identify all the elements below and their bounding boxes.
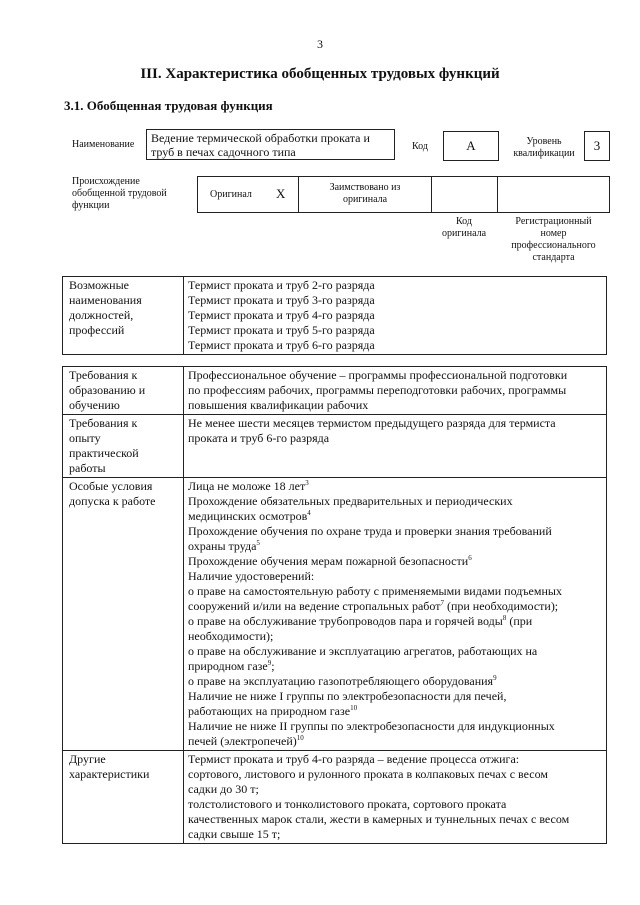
positions-table [62, 276, 607, 355]
label-line: обучению [69, 398, 120, 412]
position-item: Термист проката и труб 4-го разряда [188, 308, 375, 322]
label-line: практической [69, 446, 139, 460]
borrowed-label-line: оригинала [342, 194, 388, 205]
footnote-ref: 8 [502, 614, 507, 622]
positions-label [63, 277, 184, 355]
position-item: Термист проката и труб 2-го разряда [188, 278, 375, 292]
page-number: 3 [317, 37, 323, 51]
borrowed-label-line: Заимствовано из [329, 182, 401, 193]
label-line: опыту [69, 431, 101, 445]
original-label: Оригинал [210, 189, 252, 200]
position-item: Термист проката и труб 6-го разряда [188, 338, 375, 352]
condition-line [188, 644, 602, 659]
condition-text: Наличие не ниже I группы по электробезопасности для печей, [188, 689, 507, 703]
condition-line [188, 704, 602, 719]
code-caption [431, 216, 497, 240]
education-label [63, 367, 184, 415]
reg-caption [497, 216, 610, 264]
condition-text: Прохождение обязательных предварительных и периодических [188, 494, 513, 508]
label-line: работы [69, 461, 106, 475]
borrowed-label [302, 182, 428, 206]
function-name-box [146, 129, 395, 160]
function-name-line: Ведение термической обработки проката и [151, 131, 370, 145]
text-line: проката и труб 6-го разряда [188, 431, 330, 445]
position-item: Термист проката и труб 3-го разряда [188, 293, 375, 307]
condition-line [188, 569, 602, 584]
label-line: Возможные [69, 278, 129, 292]
label-line: профессий [69, 323, 125, 337]
label-line: Требования к [69, 416, 138, 430]
footnote-ref: 5 [256, 539, 260, 547]
text-line: толстолистового и тонколистового проката, сортового проката [188, 797, 507, 811]
origin-divider [497, 176, 498, 213]
text-line: садки свыше 15 т; [188, 827, 281, 841]
condition-text: Прохождение обучения мерам пожарной безопасности [188, 554, 469, 568]
function-name-line: труб в печах садочного типа [151, 145, 296, 159]
level-value: 3 [584, 131, 610, 161]
condition-line [188, 599, 602, 614]
level-label-line: квалификации [513, 148, 575, 159]
condition-line [188, 584, 602, 599]
reg-caption-line: номер [540, 228, 567, 239]
condition-line [188, 659, 602, 674]
conditions-value [184, 478, 607, 751]
origin-label-line: обобщенной трудовой [72, 188, 167, 199]
text-line: повышения квалификации рабочих [188, 398, 369, 412]
other-label [63, 751, 184, 844]
condition-text-after: (при необходимости); [443, 599, 559, 613]
label-line: Другие [69, 752, 106, 766]
table-row [63, 277, 607, 355]
table-row [63, 367, 607, 415]
footnote-ref: 9 [267, 659, 272, 667]
label-line: допуска к работе [69, 494, 156, 508]
experience-value [184, 415, 607, 478]
text-line: Не менее шести месяцев термистом предыдущего разряда для термиста [188, 416, 556, 430]
label-line: Требования к [69, 368, 138, 382]
label-line: Особые условия [69, 479, 153, 493]
code-caption-line: Код [456, 216, 472, 227]
text-line: Профессиональное обучение – программы профессиональной подготовки [188, 368, 568, 382]
condition-line [188, 719, 602, 734]
origin-label-line: Происхождение [72, 176, 140, 187]
condition-line [188, 479, 602, 494]
footnote-ref: 4 [307, 509, 311, 517]
origin-label [72, 176, 167, 212]
condition-text: медицинских осмотров [188, 509, 308, 523]
condition-text: Лица не моложе 18 лет [188, 479, 306, 493]
condition-text: Наличие удостоверений: [188, 569, 315, 583]
reg-caption-line: Регистрационный [515, 216, 592, 227]
label-line: образованию и [69, 383, 146, 397]
text-line: садки до 30 т; [188, 782, 259, 796]
footnote-ref: 10 [350, 704, 358, 712]
reg-caption-line: стандарта [532, 252, 575, 263]
section-title: III. Характеристика обобщенных трудовых функций [140, 66, 500, 82]
education-value [184, 367, 607, 415]
condition-line [188, 494, 602, 509]
label-line: должностей, [69, 308, 134, 322]
text-line: сортового, листового и рулонного проката в колпаковых печах с весом [188, 767, 548, 781]
reg-caption-line: профессионального [511, 240, 596, 251]
condition-line [188, 539, 602, 554]
condition-text-after: (при [506, 614, 533, 628]
condition-line [188, 524, 602, 539]
table-row [63, 415, 607, 478]
condition-line [188, 509, 602, 524]
condition-line [188, 734, 602, 749]
positions-list [184, 277, 607, 355]
text-line: Термист проката и труб 4-го разряда – ведение процесса отжига: [188, 752, 520, 766]
origin-divider [298, 176, 299, 213]
origin-divider [431, 176, 432, 213]
label-line: наименования [69, 293, 142, 307]
level-label [505, 136, 583, 160]
condition-text-after: ; [271, 659, 275, 673]
code-caption-line: оригинала [441, 228, 487, 239]
experience-label [63, 415, 184, 478]
condition-text: о праве на обслуживание и эксплуатацию агрегатов, работающих на [188, 644, 538, 658]
text-line: качественных марок стали, жести в камерных и туннельных печах с весом [188, 812, 570, 826]
condition-text: охраны труда [188, 539, 257, 553]
condition-text: работающих на природном газе [188, 704, 351, 718]
condition-text: о праве на самостоятельную работу с применяемыми видами подъемных [188, 584, 562, 598]
condition-line [188, 629, 602, 644]
conditions-label [63, 478, 184, 751]
condition-text: Наличие не ниже II группы по электробезопасности для индукционных [188, 719, 555, 733]
original-mark: X [276, 186, 286, 201]
requirements-table [62, 366, 607, 844]
condition-text: о праве на обслуживание трубопроводов пара и горячей воды [188, 614, 503, 628]
condition-text: необходимости); [188, 629, 274, 643]
condition-line [188, 614, 602, 629]
origin-label-line: функции [72, 200, 110, 211]
level-label-line: Уровень [526, 136, 562, 147]
label-line: характеристики [69, 767, 150, 781]
table-row [63, 751, 607, 844]
condition-text: печей (электропечей) [188, 734, 297, 748]
other-value [184, 751, 607, 844]
condition-text: о праве на эксплуатацию газопотребляющего оборудования [188, 674, 494, 688]
table-row [63, 478, 607, 751]
condition-text: природном газе [188, 659, 268, 673]
footnote-ref: 7 [440, 599, 444, 607]
condition-text: Прохождение обучения по охране труда и проверки знания требований [188, 524, 552, 538]
condition-text: сооружений и/или на ведение стропальных работ [188, 599, 441, 613]
footnote-ref: 10 [296, 734, 304, 742]
condition-line [188, 674, 602, 689]
code-value: А [443, 131, 499, 161]
subsection-title: 3.1. Обобщенная трудовая функция [64, 98, 273, 113]
position-item: Термист проката и труб 5-го разряда [188, 323, 375, 337]
condition-line [188, 689, 602, 704]
code-label: Код [412, 141, 428, 152]
footnote-ref: 3 [305, 479, 309, 487]
name-label: Наименование [72, 139, 135, 150]
text-line: по профессиям рабочих, программы переподготовки рабочих, программы [188, 383, 567, 397]
condition-line [188, 554, 602, 569]
footnote-ref: 6 [468, 554, 472, 562]
footnote-ref: 9 [493, 674, 497, 682]
